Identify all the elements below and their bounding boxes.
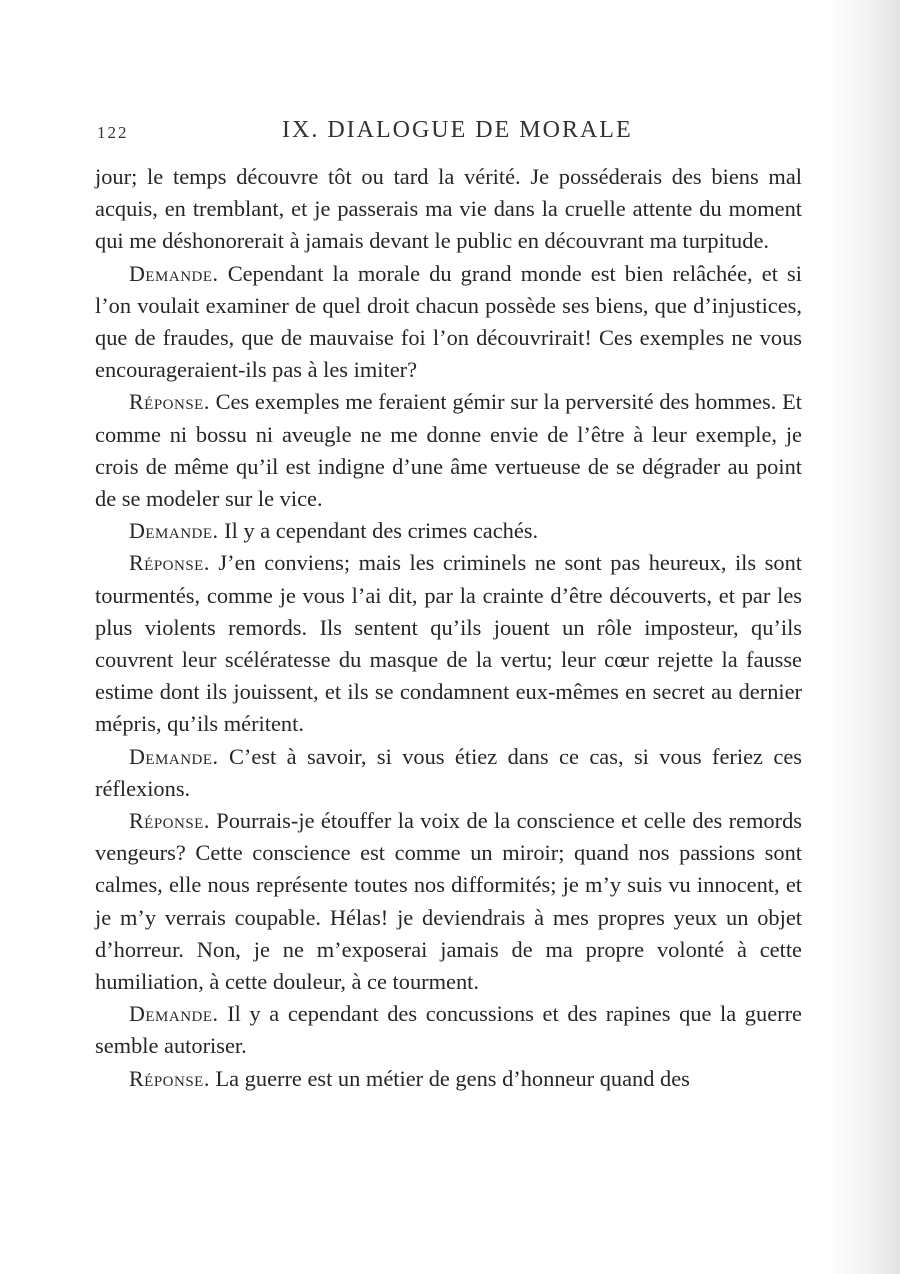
paragraph [95,515,802,547]
speaker-label: Réponse. [129,808,210,834]
speaker-label: Demande. [129,518,219,544]
paragraph [95,547,802,740]
speaker-label: Réponse. [129,1065,210,1091]
speaker-label: Demande. [129,1001,219,1027]
running-head [97,117,802,147]
paragraph [95,258,802,387]
speaker-label: Réponse. [129,550,210,576]
page-number: 122 [97,123,129,142]
body-text [95,161,802,1095]
paragraph [95,741,802,805]
paragraph-text: Il y a cependant des concussions et des rapines que la guerre semble autoriser. [95,1001,802,1059]
running-title: IX. DIALOGUE DE MORALE [282,117,633,143]
paragraph-text: C’est à savoir, si vous étiez dans ce cas, si vous feriez ces réflexions. [95,743,802,801]
paragraph [95,1063,802,1095]
paragraph [95,998,802,1062]
paragraph-text: J’en conviens; mais les criminels ne sont pas heureux, ils sont tourmentés, comme je vous l’ai dit, par la crainte d’être découverts, et par les plus violents remords. Ils sentent qu’ils jouent un rôle imposteur, qu’ils couvrent leur scélératesse du masque de la vertu; leur cœur rejette la fausse estime dont ils jouissent, et ils se condamnent eux-mêmes en secret au dernier mépris, qu’ils méritent. [95,550,802,737]
speaker-label: Demande. [129,743,219,769]
speaker-label: Demande. [129,260,219,286]
paragraph [95,386,802,515]
paragraph-text: jour; le temps découvre tôt ou tard la vérité. Je posséderais des biens mal acquis, en tremblant, et je passerais ma vie dans la cruelle attente du moment qui me déshonorerait à jamais devant le public en découvrant ma turpitude. [95,164,802,254]
paragraph-text: Pourrais-je étouffer la voix de la conscience et celle des remords vengeurs? Cette conscience est comme un miroir; quand nos passions sont calmes, elle nous représente toutes nos difformités; je m’y suis vu innocent, et je m’y verrais coupable. Hélas! je deviendrais à mes propres yeux un objet d’horreur. Non, je ne m’exposerai jamais de ma propre volonté à cette humiliation, à cette douleur, à ce tourment. [95,808,802,995]
paragraph [95,161,802,258]
paragraph [95,805,802,998]
paragraph-text: Ces exemples me feraient gémir sur la perversité des hommes. Et comme ni bossu ni aveugle ne me donne envie de l’être à leur exemple, je crois de même qu’il est indigne d’une âme vertueuse de se dégrader au point de se modeler sur le vice. [95,389,802,512]
paragraph-text: La guerre est un métier de gens d’honneur quand des [215,1065,690,1091]
speaker-label: Réponse. [129,389,210,415]
paragraph-text: Il y a cependant des crimes cachés. [224,518,539,544]
paragraph-text: Cependant la morale du grand monde est bien relâchée, et si l’on voulait examiner de quel droit chacun possède ses biens, que d’injustices, que de fraudes, que de mauvaise foi l’on découvrirait! Ces exemples ne vous encourageraient-ils pas à les imiter? [95,260,802,383]
